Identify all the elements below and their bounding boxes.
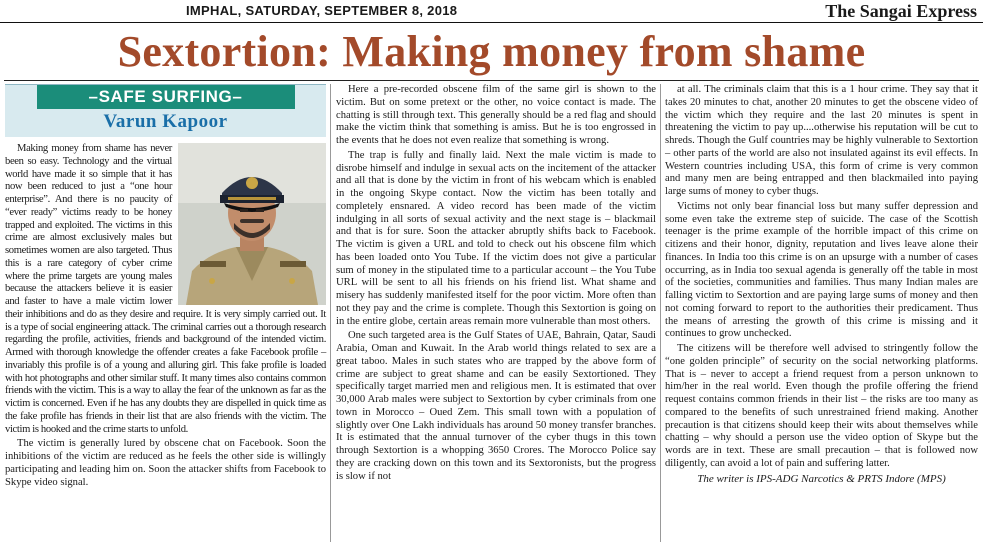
paragraph: One such targeted area is the Gulf States of UAE, Bahrain, Qatar, Saudi Arabia, Oman and Kuwait. In the Arab world things related to sex are a great taboo. Males in such states who are trapped by the above form of crime are subject to great shame and can be easily Sextortioned. They specifically target married men and religious men. It is estimated that over 30,000 Arab males were subject to Sextortion by cyber criminals from one town in Morocco – Oued Zem. This small town with a population of slightly over One Lakh individuals has around 50 money transfer branches. It is estimated that the annual turnover of the cyber thugs in this town through Sextortion is a whopping 3650 Crores. The Morocco Police say they are cracking down on this town and its Sextoronists, but the progress is slow if not — [336, 330, 656, 482]
column-kicker-text: SAFE SURFING — [98, 87, 233, 106]
column-divider — [330, 84, 331, 542]
author-photo — [178, 143, 326, 305]
author-byline: Varun Kapoor — [103, 111, 228, 132]
paragraph: The citizens will be therefore well advised to stringently follow the “one golden principle” of security on the social networking platforms. That is – never to accept a friend request from a person unknown to him/her in the real world. Even though the profile offering the friend request contains common friends in their list – the risks are too many as compared to the benefits of such unrestrained friend making. Another precaution is that citizens should keep their wits about themselves while chatting – why should a person use the video option of Skype but the words are in text. These are small precaution – that is followed now diligently, can avoid a lot of pain and suffering latter. — [665, 343, 978, 469]
newspaper-name: The Sangai Express — [825, 1, 977, 21]
masthead — [0, 0, 983, 23]
article-column-3 — [665, 84, 978, 487]
dateline: IMPHAL, SATURDAY, SEPTEMBER 8, 2018 — [186, 3, 458, 18]
paragraph: The victim is generally lured by obscene chat on Facebook. Soon the inhibitions of the victim are reduced as he feels the other side is willingly participating and leading him on. Soon the attacker shifts from Facebook to Skype video signal. — [5, 438, 326, 488]
paragraph: at all. The criminals claim that this is a 1 hour crime. They say that it takes 20 minutes to chat, another 20 minutes to get the obscene video of the victim which they require and the last 20 minutes is spent in threatening the victim to pay up....otherwise his reputation will be cut to shreds. Though the Gulf countries may be highly vulnerable to Sextortion – other parts of the world are also not insulated against its evil effects. In Western countries including USA, this form of crime is very common and many men are being entrapped and then blackmailed into paying large sums of money to cyber thugs. — [665, 84, 978, 197]
article-column-1 — [5, 84, 326, 491]
headline-rule — [4, 80, 979, 81]
column-divider — [660, 84, 661, 542]
author-credit: The writer is IPS-ADG Narcotics & PRTS Indore (MPS) — [697, 472, 946, 485]
article-headline: Sextortion: Making money from shame — [117, 27, 866, 76]
paragraph: The trap is fully and finally laid. Next the male victim is made to disrobe himself and indulge in sexual acts on the incitement of the attacker and all that is done by the victim in front of his webcam which is enabled in the ongoing Skype contact. Now the victim has been totally and completely ensnared. A video record has been made of the victim indulging in all sorts of sexual activity and the next stage is – blackmail and that is for sure. Soon the attacker abruptly shifts back to Facebook. The victim is given a URL and told to check out his obscene film which has been loaded onto You Tube. If the victim does not give a particular sum of money in the stipulated time to a particular account – the You Tube URL will be sent to all his friends on his friend list. What shame and misery has suddenly manifested itself for the poor victim. More often than not they pay and the crime is complete. Though this Sextortion is going on in the entire globe, certain areas remain more vulnerable than most others. — [336, 149, 656, 327]
author-portrait-image — [178, 143, 326, 305]
column-kicker: –SAFE SURFING– — [37, 85, 295, 109]
paragraph: Making money from shame has never been so easy. Technology and the virtual world have made it so simple that it has now been reduced to just a “one hour enterprise”. And there is no paucity of “ever ready” victims ready to be honey trapped and exploited. The victims in this crime are almost exclusively males but sometimes women are also targeted. Thus this is a rare category of cyber crime where the prime targets are young males because the attackers believe it is easier and faster to have a male victim lower their inhibitions and do as they desire and require. It is very simply carried out. It is a type of social engineering attack. The criminal carries out a thorough research regarding the profile, activities, friends and background of the intended victim. Armed with thorough knowledge the offender creates a fake Facebook profile – invariably this profile is of a young and alluring girl. This fake profile is loaded with hot photographs and other similar stuff. It many times also contains common friends with the victim. This is a way to allay the fear of the unknown as far as the victim is concerned. Even if he has any doubts they are dispelled in quick time as the fake profile has friends in their list that are also friends with the victim. The victim is hooked and the crime starts to unfold. — [5, 143, 326, 435]
paragraph: Here a pre-recorded obscene film of the same girl is shown to the victim. But on some pretext or the other, no voice contact is made. The chatting is still through text. This generally should be a red flag and should make the victim think that something is amiss. But he is too engrossed in the events that he does not even realize that something is wrong. — [336, 84, 656, 146]
column-header — [5, 84, 326, 137]
article-column-2 — [336, 84, 656, 485]
paragraph: Victims not only bear financial loss but many suffer depression and some even take the extreme step of suicide. The case of the Scottish teenager is the prime example of the horrible impact of this crime on citizens and their honor, dignity, reputation and lives leave alone their finances. In India too this crime is on an upsurge with a number of cases occurring, as in India too sexual agenda is generally off the table in most of the societies, communities and families. Thus many Indian males are falling victim to Sextortion and are paying large sums of money and then not coming forward to report to the authorities their predicament. Thus the means of arresting the growth of this crime is missing and it continues to grow unchecked. — [665, 200, 978, 340]
